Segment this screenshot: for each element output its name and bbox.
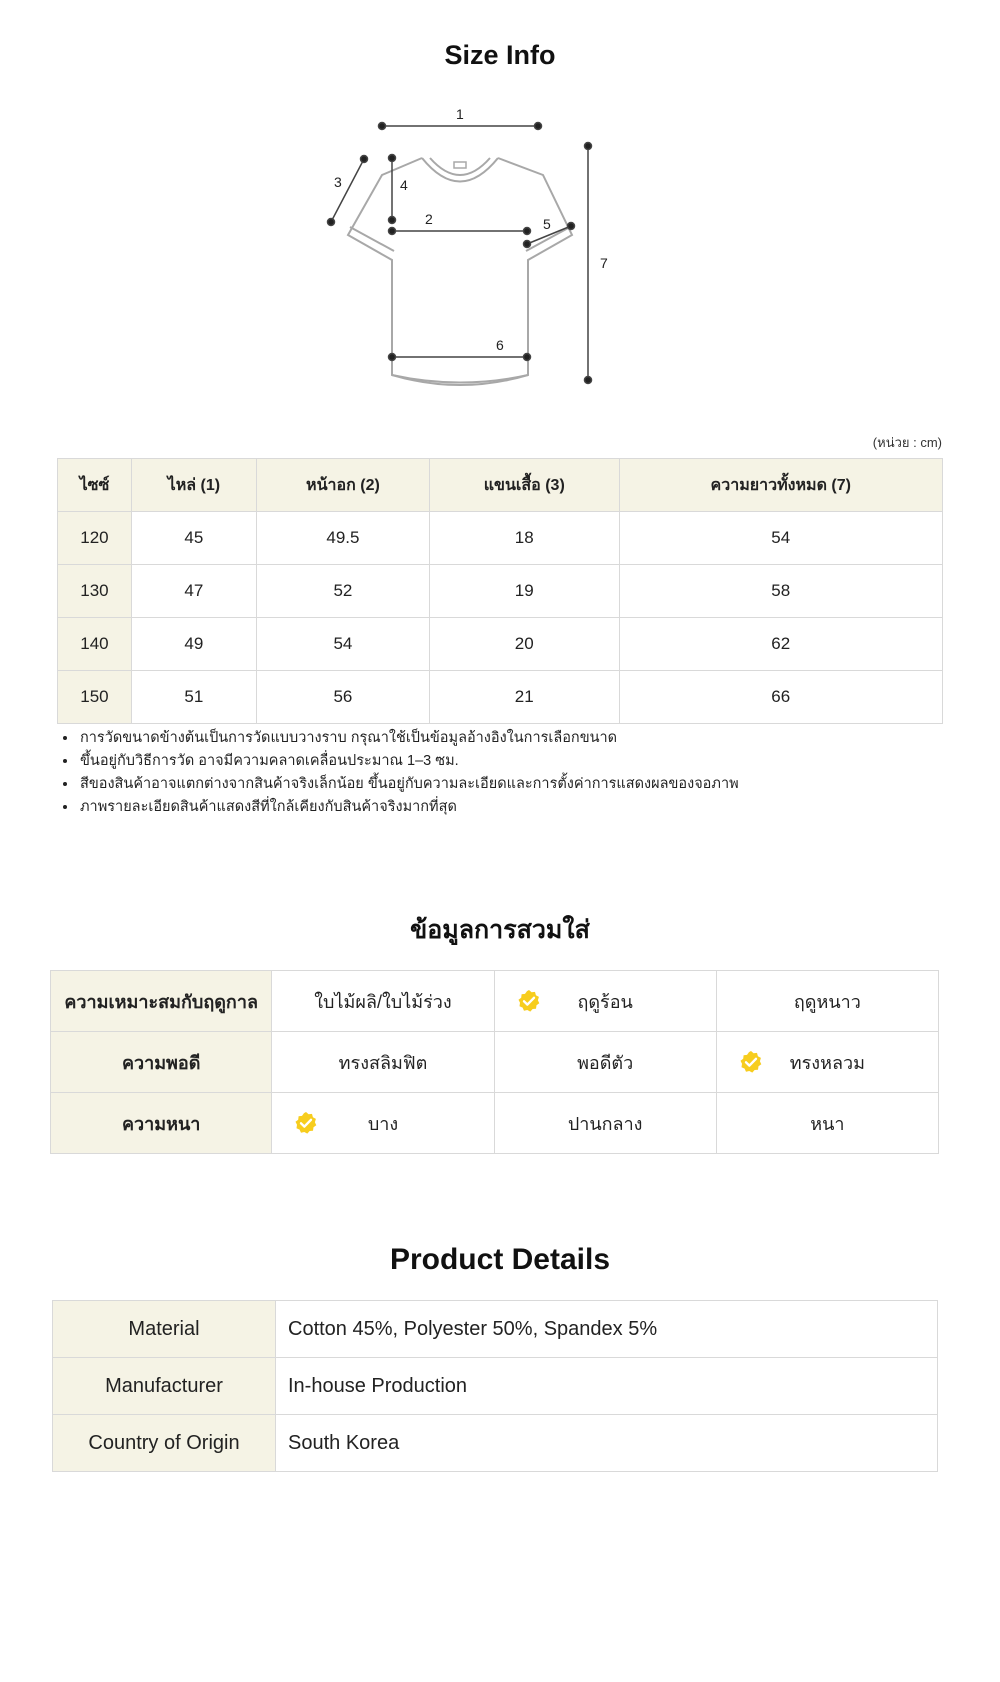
- size-info-title: Size Info: [444, 40, 556, 70]
- detail-value: Cotton 45%, Polyester 50%, Spandex 5%: [276, 1301, 938, 1358]
- table-cell: 45: [131, 512, 256, 565]
- detail-value: In-house Production: [276, 1358, 938, 1415]
- table-row: [51, 1093, 939, 1154]
- table-cell: 19: [429, 565, 619, 618]
- unit-note: (หน่วย : cm): [872, 435, 942, 450]
- size-table-header: หน้าอก (2): [256, 459, 429, 512]
- wear-option-label: ฤดูหนาว: [793, 991, 861, 1012]
- check-icon: [294, 1111, 318, 1135]
- wear-option: [716, 971, 938, 1032]
- list-item: • ขึ้นอยู่กับวิธีการวัด อาจมีความคลาดเคลื่อนประมาณ 1–3 ซม.: [78, 750, 739, 773]
- wear-option-label: บาง: [367, 1113, 399, 1134]
- table-row: [53, 1301, 938, 1358]
- size-table: [57, 458, 943, 724]
- table-cell: 20: [429, 618, 619, 671]
- detail-value: South Korea: [276, 1415, 938, 1472]
- wear-option: [494, 1032, 716, 1093]
- table-cell: 49.5: [256, 512, 429, 565]
- table-row: [58, 618, 943, 671]
- diagram-label-7: 7: [600, 255, 608, 271]
- wear-option-label: ใบไม้ผลิ/ใบไม้ร่วง: [314, 991, 452, 1012]
- detail-label: Material: [53, 1301, 276, 1358]
- wear-row-label: ความหนา: [51, 1093, 272, 1154]
- check-icon: [517, 989, 541, 1013]
- wear-option-label: ฤดูร้อน: [577, 991, 633, 1012]
- size-table-header-row: [58, 459, 943, 512]
- table-row: [58, 565, 943, 618]
- wear-info-title: ข้อมูลการสวมใส่: [410, 916, 590, 944]
- diagram-label-2: 2: [425, 211, 433, 227]
- size-cell: 130: [58, 565, 132, 618]
- table-row: [58, 512, 943, 565]
- table-cell: 58: [619, 565, 942, 618]
- wear-option: [494, 971, 716, 1032]
- table-cell: 21: [429, 671, 619, 724]
- wear-option: [716, 1032, 938, 1093]
- table-cell: 49: [131, 618, 256, 671]
- table-cell: 52: [256, 565, 429, 618]
- table-row: [58, 671, 943, 724]
- diagram-label-6: 6: [496, 337, 504, 353]
- wear-option: [716, 1093, 938, 1154]
- product-details-title: Product Details: [389, 1243, 611, 1276]
- table-cell: 54: [256, 618, 429, 671]
- wear-row-label: ความเหมาะสมกับฤดูกาล: [51, 971, 272, 1032]
- size-table-header: ไหล่ (1): [131, 459, 256, 512]
- product-details-table: [52, 1300, 938, 1472]
- table-row: [53, 1358, 938, 1415]
- wear-option-label: หนา: [810, 1113, 845, 1134]
- table-cell: 18: [429, 512, 619, 565]
- size-table-header: ไซซ์: [58, 459, 132, 512]
- table-row: [53, 1415, 938, 1472]
- size-cell: 120: [58, 512, 132, 565]
- diagram-label-4: 4: [400, 177, 408, 193]
- wear-row-label: ความพอดี: [51, 1032, 272, 1093]
- list-item: • ภาพรายละเอียดสินค้าแสดงสีที่ใกล้เคียงกับสินค้าจริงมากที่สุด: [78, 796, 739, 819]
- table-cell: 54: [619, 512, 942, 565]
- wear-option: [494, 1093, 716, 1154]
- table-cell: 62: [619, 618, 942, 671]
- size-notes-list: [56, 727, 739, 819]
- wear-option-label: ปานกลาง: [567, 1113, 643, 1134]
- table-cell: 51: [131, 671, 256, 724]
- detail-label: Manufacturer: [53, 1358, 276, 1415]
- wear-option-label: พอดีตัว: [577, 1052, 634, 1073]
- table-cell: 66: [619, 671, 942, 724]
- table-cell: 47: [131, 565, 256, 618]
- list-item: • สีของสินค้าอาจแตกต่างจากสินค้าจริงเล็กน้อย ขึ้นอยู่กับความละเอียดและการตั้งค่าการแสดงผลของจอภาพ: [78, 773, 739, 796]
- size-table-header: แขนเสื้อ (3): [429, 459, 619, 512]
- wear-option: [272, 971, 494, 1032]
- size-cell: 150: [58, 671, 132, 724]
- detail-label: Country of Origin: [53, 1415, 276, 1472]
- table-row: [51, 1032, 939, 1093]
- table-cell: 56: [256, 671, 429, 724]
- wear-info-table: [50, 970, 939, 1154]
- wear-option: [272, 1093, 494, 1154]
- diagram-label-1: 1: [456, 106, 464, 122]
- diagram-label-5: 5: [543, 216, 551, 232]
- diagram-label-3: 3: [334, 174, 342, 190]
- tshirt-measurement-diagram: [334, 106, 670, 420]
- table-row: [51, 971, 939, 1032]
- wear-option-label: ทรงหลวม: [789, 1052, 865, 1073]
- check-icon: [739, 1050, 763, 1074]
- size-table-header: ความยาวทั้งหมด (7): [619, 459, 942, 512]
- list-item: • การวัดขนาดข้างต้นเป็นการวัดแบบวางราบ กรุณาใช้เป็นข้อมูลอ้างอิงในการเลือกขนาด: [78, 727, 739, 750]
- wear-option: [272, 1032, 494, 1093]
- wear-option-label: ทรงสลิมฟิต: [338, 1052, 428, 1073]
- size-cell: 140: [58, 618, 132, 671]
